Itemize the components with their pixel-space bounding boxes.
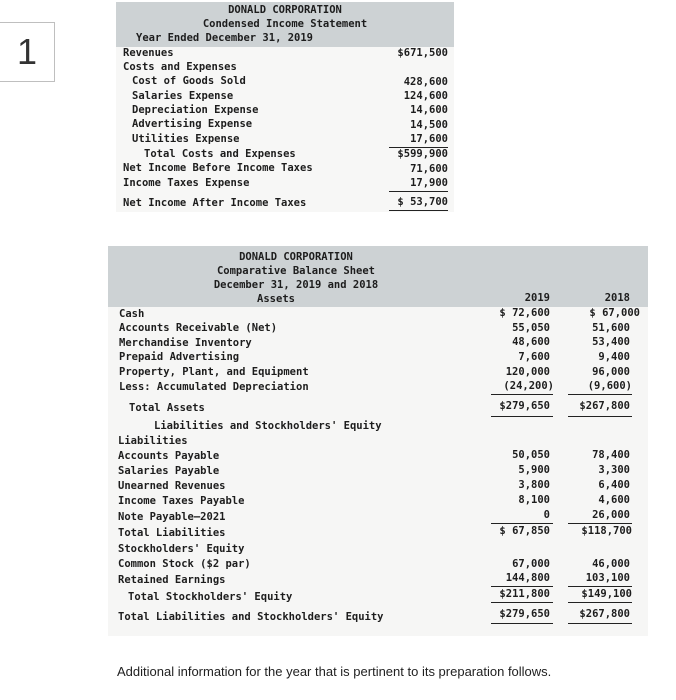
underline <box>491 394 553 395</box>
double-underline <box>568 416 632 417</box>
total-liabilities-label: Total Liabilities <box>118 527 226 539</box>
double-underline <box>389 210 448 211</box>
year-2018-header: 2018 <box>604 292 630 304</box>
underline <box>568 586 632 587</box>
total-assets-2018: $267,800 <box>579 400 630 412</box>
asset-label: Accounts Receivable (Net) <box>119 322 278 334</box>
asset-label: Property, Plant, and Equipment <box>119 366 309 378</box>
row-label: Utilities Expense <box>132 133 240 145</box>
total-equity-2018: $149,100 <box>581 588 632 600</box>
liability-2019: 3,800 <box>518 479 550 491</box>
liability-label: Salaries Payable <box>118 465 220 477</box>
liabilities-heading: Liabilities <box>118 435 188 447</box>
balance-sheet <box>108 246 648 636</box>
row-label: Advertising Expense <box>132 118 253 130</box>
asset-2019: $ 72,600 <box>499 307 550 319</box>
asset-label: Merchandise Inventory <box>119 337 252 349</box>
total-liab-equity-label: Total Liabilities and Stockholders' Equity <box>118 611 384 623</box>
liability-2019: 50,050 <box>512 449 550 461</box>
underline <box>568 394 632 395</box>
liability-2018: 78,400 <box>592 449 630 461</box>
asset-label: Cash <box>119 308 145 320</box>
total-equity-2019: $211,800 <box>499 588 550 600</box>
liability-2019: 8,100 <box>518 494 550 506</box>
liability-2018: 3,300 <box>598 464 630 476</box>
row-label: Cost of Goods Sold <box>132 75 246 87</box>
double-underline <box>491 623 553 624</box>
row-label: Total Costs and Expenses <box>144 148 296 160</box>
equity-2019: 144,800 <box>505 572 550 584</box>
liability-label: Income Taxes Payable <box>118 495 245 507</box>
liability-label: Accounts Payable <box>118 450 220 462</box>
statement-title: Comparative Balance Sheet <box>216 265 376 277</box>
total-liab-equity-2019: $279,650 <box>499 608 550 620</box>
equity-2019: 67,000 <box>512 558 550 570</box>
underline <box>389 191 448 192</box>
balance-sheet-header <box>108 246 648 307</box>
assets-heading: Assets <box>257 293 295 305</box>
asset-2019: (24,200) <box>503 380 554 392</box>
asset-2018: 9,400 <box>598 351 630 363</box>
underline <box>491 523 553 524</box>
asset-2018: 53,400 <box>592 336 630 348</box>
statement-title: Condensed Income Statement <box>202 18 368 30</box>
row-label: Revenues <box>123 47 174 59</box>
income-statement <box>116 2 454 212</box>
equity-2018: 46,000 <box>592 558 630 570</box>
row-label: Depreciation Expense <box>132 104 259 116</box>
asset-2018: (9,600) <box>587 380 632 392</box>
liab-equity-heading: Liabilities and Stockholders' Equity <box>154 420 382 432</box>
row-label: Income Taxes Expense <box>123 177 250 189</box>
equity-label: Common Stock ($2 par) <box>118 558 251 570</box>
total-assets-label: Total Assets <box>129 402 205 414</box>
row-value: 17,900 <box>410 177 448 189</box>
total-liabilities-2019: $ 67,850 <box>499 525 550 537</box>
liability-label: Note Payable—2021 <box>118 511 226 523</box>
year-2019-header: 2019 <box>524 292 550 304</box>
asset-2019: 7,600 <box>518 351 550 363</box>
asset-2018: $ 67,000 <box>589 307 640 319</box>
row-value: $671,500 <box>397 47 448 59</box>
total-equity-label: Total Stockholders' Equity <box>128 591 293 603</box>
row-value: 428,600 <box>403 76 448 88</box>
row-label: Net Income Before Income Taxes <box>123 162 313 174</box>
row-value: 14,600 <box>410 104 448 116</box>
total-liab-equity-2018: $267,800 <box>579 608 630 620</box>
problem-number: 1 <box>0 22 55 82</box>
liability-2019: 0 <box>543 509 550 521</box>
asset-2019: 55,050 <box>512 322 550 334</box>
underline <box>491 586 553 587</box>
total-liabilities-2018: $118,700 <box>581 525 632 537</box>
row-value: 14,500 <box>410 119 448 131</box>
liability-2018: 4,600 <box>598 494 630 506</box>
row-label: Costs and Expenses <box>123 61 237 73</box>
income-statement-header <box>116 2 454 47</box>
underline <box>568 602 632 603</box>
asset-2019: 48,600 <box>512 336 550 348</box>
row-value: 71,600 <box>410 163 448 175</box>
asset-2019: 120,000 <box>505 366 550 378</box>
row-value: 17,600 <box>410 133 448 145</box>
double-underline <box>568 623 632 624</box>
liability-2018: 6,400 <box>598 479 630 491</box>
underline <box>491 602 553 603</box>
row-label: Net Income After Income Taxes <box>123 197 307 209</box>
asset-2018: 51,600 <box>592 322 630 334</box>
asset-label: Prepaid Advertising <box>119 351 240 363</box>
row-value: 124,600 <box>403 90 448 102</box>
double-underline <box>491 416 553 417</box>
equity-2018: 103,100 <box>585 572 630 584</box>
liability-2018: 26,000 <box>592 509 630 521</box>
asset-2018: 96,000 <box>592 366 630 378</box>
equity-heading: Stockholders' Equity <box>118 543 245 555</box>
row-label: Salaries Expense <box>132 90 234 102</box>
liability-2019: 5,900 <box>518 464 550 476</box>
row-value: $599,900 <box>397 148 448 160</box>
row-value: $ 53,700 <box>397 196 448 208</box>
additional-info-text: Additional information for the year that is pertinent to its preparation follows. <box>117 664 552 679</box>
asset-label: Less: Accumulated Depreciation <box>119 381 309 393</box>
equity-label: Retained Earnings <box>118 574 226 586</box>
liability-label: Unearned Revenues <box>118 480 226 492</box>
statement-period: Year Ended December 31, 2019 <box>136 32 314 44</box>
company-name: DONALD CORPORATION <box>239 251 353 263</box>
statement-period: December 31, 2019 and 2018 <box>213 279 379 291</box>
total-assets-2019: $279,650 <box>499 400 550 412</box>
underline <box>568 523 632 524</box>
company-name: DONALD CORPORATION <box>228 4 342 16</box>
